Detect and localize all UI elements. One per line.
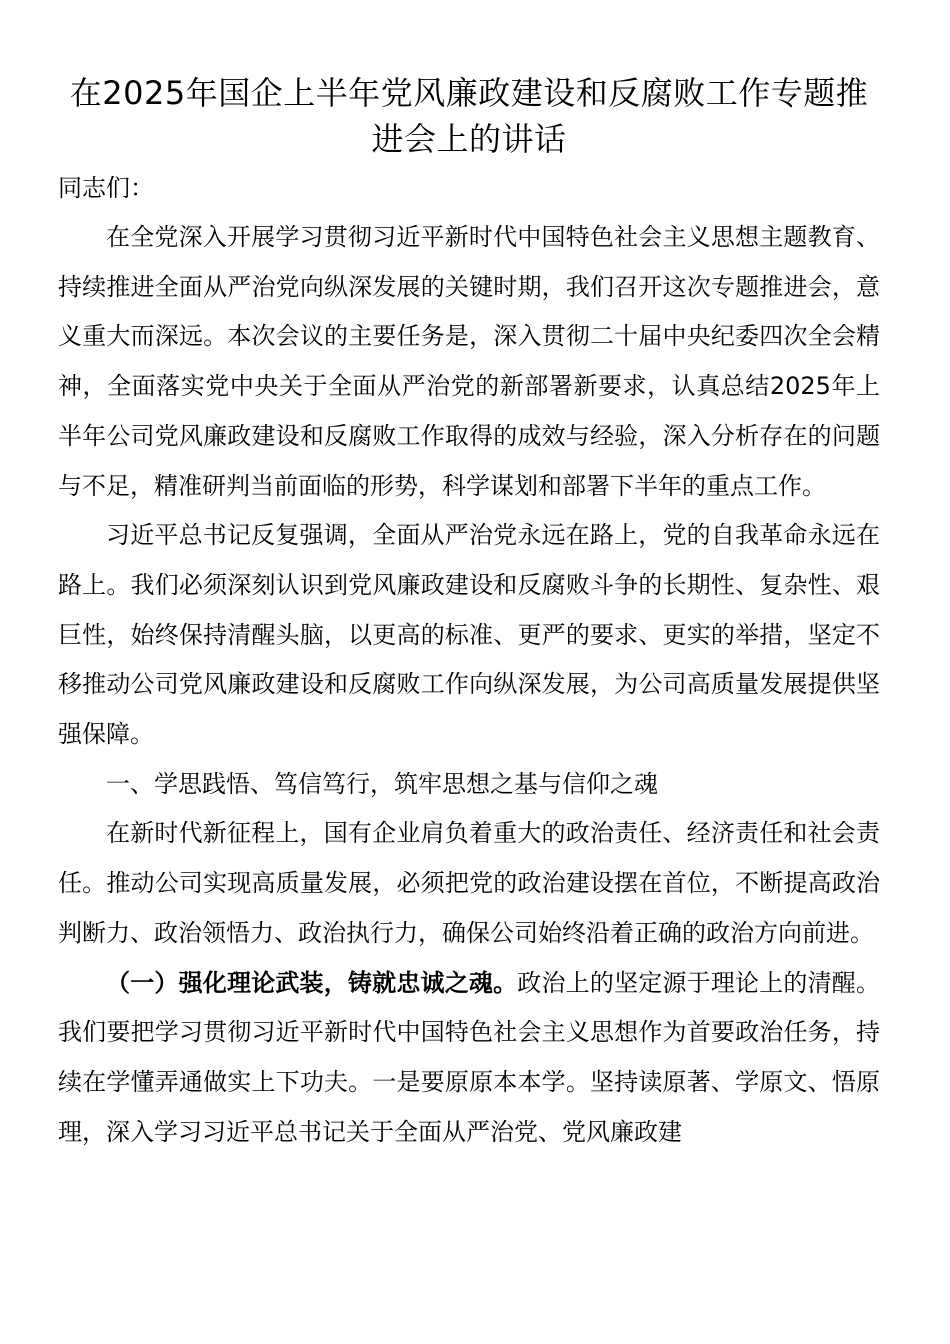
paragraph-section-1: 在新时代新征程上，国有企业肩负着重大的政治责任、经济责任和社会责任。推动公司实现高质量发展，必须把党的政治建设摆在首位，不断提高政治判断力、政治领悟力、政治执行力，确保公司始终沿着正确的政治方向前进。 [58, 819, 880, 947]
paragraph-subsection-1 [58, 959, 880, 1158]
document-title: 在2025年国企上半年党风廉政建设和反腐败工作专题推进会上的讲话 [69, 74, 869, 158]
subsection-heading-1: （一）强化理论武装，铸就忠诚之魂。 [106, 968, 518, 997]
document-page [58, 70, 880, 1157]
paragraph-intro: 在全党深入开展学习贯彻习近平新时代中国特色社会主义思想主题教育、持续推进全面从严治党向纵深发展的关键时期，我们召开这次专题推进会，意义重大而深远。本次会议的主要任务是，深入贯彻二十届中央纪委四次全会精神，全面落实党中央关于全面从严治党的新部署新要求，认真总结2025年上半年公司党风廉政建设和反腐败工作取得的成效与经验，深入分析存在的问题与不足，精准研判当前面临的形势，科学谋划和部署下半年的重点工作。 [58, 223, 880, 500]
subsection-text-1: 政治上的坚定源于理论上的清醒。我们要把学习贯彻习近平新时代中国特色社会主义思想作为首要政治任务，持续在学懂弄通做实上下功夫。一是要原原本本学。坚持读原著、学原文、悟原理，深入学习习近平总书记关于全面从严治党、党风廉政建 [58, 968, 881, 1146]
salutation: 同志们： [58, 174, 154, 202]
section-heading-1: 一、学思践悟、笃信笃行，筑牢思想之基与信仰之魂 [106, 769, 658, 798]
paragraph-emphasis: 习近平总书记反复强调，全面从严治党永远在路上，党的自我革命永远在路上。我们必须深刻认识到党风廉政建设和反腐败斗争的长期性、复杂性、艰巨性，始终保持清醒头脑，以更高的标准、更严的要求、更实的举措，坚定不移推动公司党风廉政建设和反腐败工作向纵深发展，为公司高质量发展提供坚强保障。 [58, 521, 880, 749]
